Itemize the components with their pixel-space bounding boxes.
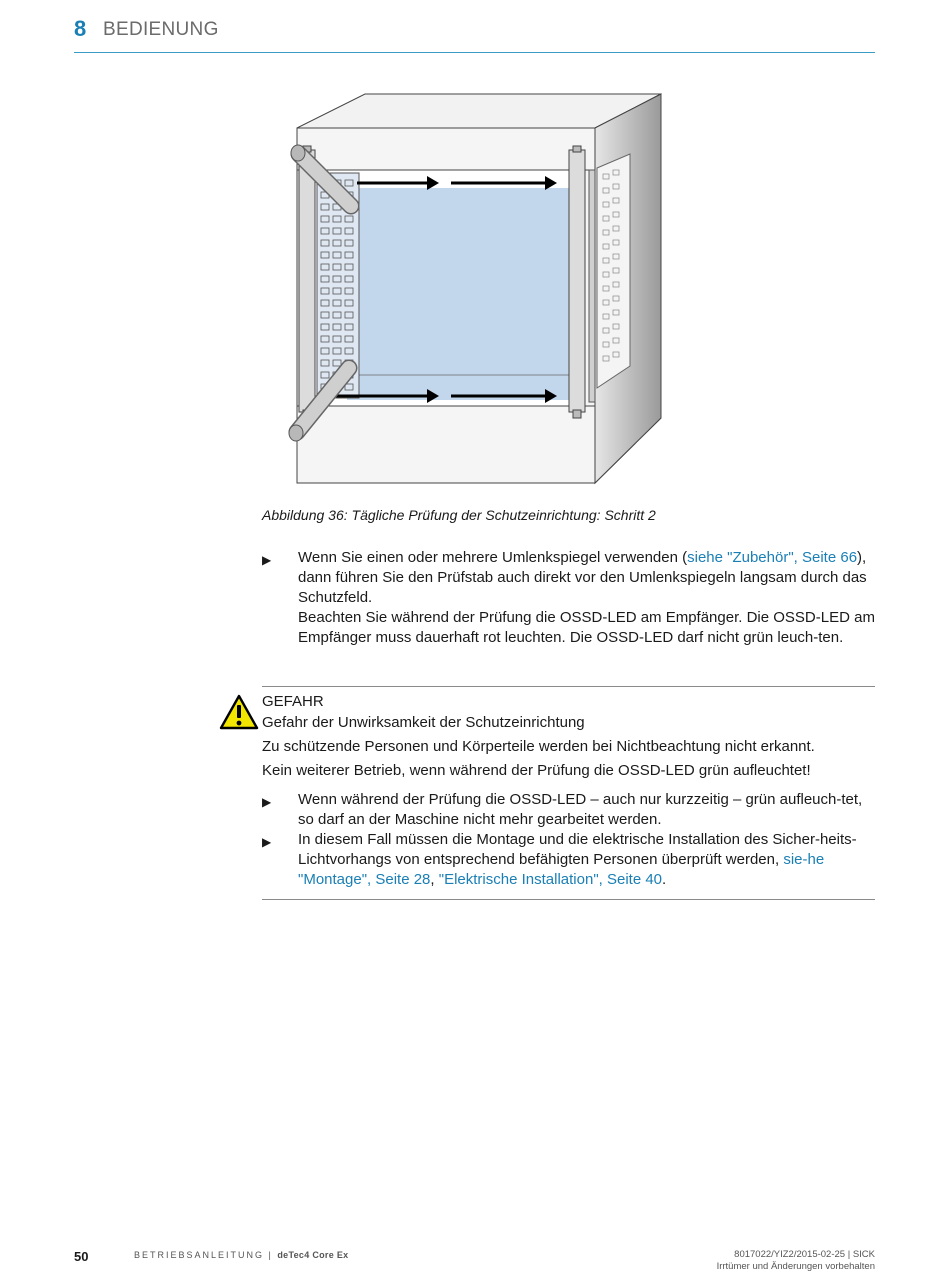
bullet-arrow-icon: ▶ <box>262 835 272 849</box>
footer-meta <box>717 1249 875 1273</box>
sentence-end: . <box>662 871 667 888</box>
list-item <box>262 548 875 648</box>
footer-document <box>134 1250 348 1260</box>
footer-separator: | <box>264 1250 278 1260</box>
figure-caption: Abbildung 36: Tägliche Prüfung der Schutzeinrichtung: Schritt 2 <box>262 507 656 523</box>
link-separator: , <box>430 871 439 888</box>
bullet-arrow-icon: ▶ <box>262 795 272 809</box>
measure-1-text: Wenn während der Prüfung die OSSD-LED – auch nur kurzzeitig – grün aufleuch-tet, so darf an der Maschine nicht mehr gearbeitet werden. <box>298 791 863 828</box>
step-text-c: Beachten Sie während der Prüfung die OSSD-LED am Empfänger. Die OSSD-LED am Empfänger muss dauerhaft rot leuchten. Die OSSD-LED darf nicht grün leuch-ten. <box>298 609 875 646</box>
list-item <box>262 830 875 890</box>
danger-measures <box>262 790 875 890</box>
disclaimer: Irrtümer und Änderungen vorbehalten <box>716 1261 875 1272</box>
light-curtain-illustration <box>285 88 670 488</box>
measure-2-text: In diesem Fall müssen die Montage und die elektrische Installation des Sicher-heits-Lichtvorhangs von entsprechend befähigten Personen überprüft werden, <box>298 831 857 868</box>
chapter-title: BEDIENUNG <box>103 19 219 40</box>
doc-id: 8017022/YIZ2/2015-02-25 | SICK <box>734 1249 875 1260</box>
danger-title: GEFAHR <box>262 693 324 710</box>
link-montage[interactable]: sie-he "Montage", Seite 28 <box>298 851 825 888</box>
divider-bottom <box>262 899 875 900</box>
chapter-number: 8 <box>74 16 87 41</box>
danger-consequence: Zu schützende Personen und Körperteile werden bei Nichtbeachtung nicht erkannt. <box>262 738 815 755</box>
step-text-a: Wenn Sie einen oder mehrere Umlenkspiegel verwenden ( <box>298 549 688 566</box>
warning-triangle-icon <box>219 694 259 730</box>
divider-top <box>262 686 875 687</box>
doc-type: BETRIEBSANLEITUNG <box>134 1250 265 1260</box>
link-zubehoer[interactable]: siehe "Zubehör", Seite 66 <box>687 549 858 566</box>
danger-instruction: Kein weiterer Betrieb, wenn während der Prüfung die OSSD-LED grün aufleuchtet! <box>262 762 811 779</box>
link-elektrische-installation[interactable]: "Elektrische Installation", Seite 40 <box>438 871 663 888</box>
danger-subtitle: Gefahr der Unwirksamkeit der Schutzeinrichtung <box>262 714 585 731</box>
page-number: 50 <box>74 1249 89 1264</box>
product-name: deTec4 Core Ex <box>277 1250 349 1260</box>
page-header <box>74 14 875 53</box>
instruction-block <box>262 548 875 648</box>
step-text-b: ), dann führen Sie den Prüfstab auch direkt vor den Umlenkspiegeln langsam durch das Schutzfeld. <box>298 549 867 606</box>
list-item <box>262 790 875 830</box>
bullet-arrow-icon: ▶ <box>262 553 272 567</box>
